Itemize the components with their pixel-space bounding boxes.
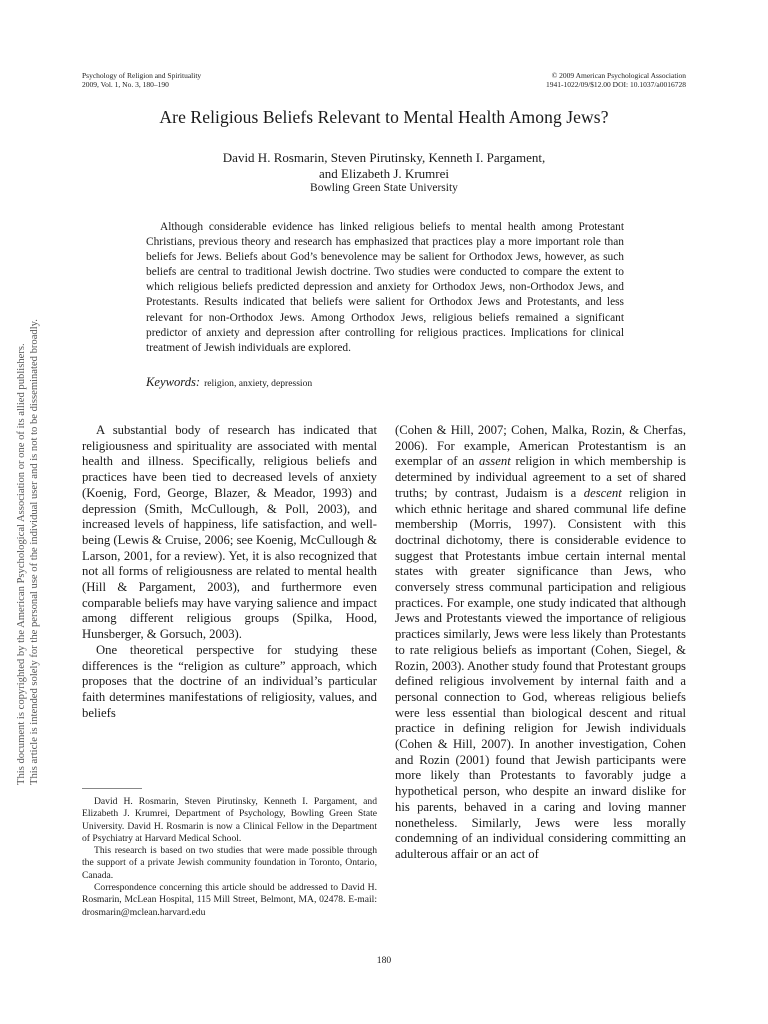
copyright-notice: © 2009 American Psychological Association [551, 71, 686, 80]
side-notice-line-2: This article is intended solely for the personal use of the individual user and is not to be disseminated broadly. [29, 319, 40, 785]
funding-note: This research is based on two studies that were made possible through the support of a private Jewish community foundation in Toronto, Ontario, Canada. [82, 845, 377, 881]
footnote-divider [82, 788, 142, 789]
authors-line-1: David H. Rosmarin, Steven Pirutinsky, Kenneth I. Pargament, [222, 150, 546, 165]
journal-name: Psychology of Religion and Spirituality [82, 71, 202, 80]
doi-line: 1941-1022/09/$12.00 DOI: 10.1037/a0016728 [546, 80, 686, 89]
page-number: 180 [376, 955, 392, 966]
side-notice-line-1: This document is copyrighted by the American Psychological Association or one of its allied publishers. [16, 343, 27, 785]
journal-header [82, 71, 201, 89]
body-paragraph-continued [395, 423, 686, 863]
body-text: (Cohen & Hill, 2007; Cohen, Malka, Rozin, & Cherfas, 2006). For example, American Protestantism is an exemplar of an [395, 423, 686, 469]
copyright-side-notice [15, 319, 41, 785]
body-column-left [82, 423, 377, 721]
author-list [0, 150, 768, 182]
emphasized-term: assent [479, 454, 511, 469]
keywords [146, 375, 312, 390]
journal-volume: 2009, Vol. 1, No. 3, 180–190 [82, 80, 169, 89]
body-paragraph: A substantial body of research has indicated that religiousness and spirituality are associated with mental health and illness. Specifically, religious beliefs and practices have been tied to decreased levels of anxiety (Koenig, Ford, George, Blazer, & Meador, 1993) and depression (Smith, McCullough, & Poll, 2003), and increased levels of happiness, life satisfaction, and well-being (Lewis & Cruise, 2006; see Koenig, McCullough & Larson, 2001, for a review). Yet, it is also recognized that not all forms of religiousness are related to mental health (Hill & Pargament, 2003), and furthermore even comparable beliefs may have varying salience and impact among different religious groups (Spilka, Hood, Hunsberger, & Gorsuch, 2003). [82, 423, 377, 642]
abstract [146, 220, 624, 356]
body-column-right [395, 423, 686, 863]
body-text: religion in which ethnic heritage and shared communal life define membership (Morris, 1997). Consistent with this doctrinal dichotomy, there is considerable evidence to suggest that Protestants imbue certain internal mental states with greater significance than Jews, who conversely stress communal participation and religious practices. For example, one study indicated that although Jews and Protestants viewed the importance of religious practices similarly, Jews were less likely than Protestants to rate religious beliefs as important (Cohen, Siegel, & Rozin, 2003). Another study found that Protestant groups defined religious involvement by internal faith and a personal connection to God, whereas religious beliefs were less essential than biological descent and ritual practice in defining religion for Jewish individuals (Cohen & Hill, 2007). In another investigation, Cohen and Rozin (2001) found that Jewish participants were more likely than Protestants to favorably judge a hypothetical person, who despite an inward dislike for his parents, behaved in a caring and loving manner nonetheless. Similarly, Jews were less morally condemning of an individual considering committing an adulterous affair or an act of [395, 485, 686, 861]
body-text: religion in which membership is determined by individual agreement to a set of shared truths; by contrast, Judaism is a [395, 454, 686, 500]
article-title: Are Religious Beliefs Relevant to Mental Health Among Jews? [159, 107, 609, 127]
correspondence-note: Correspondence concerning this article should be addressed to David H. Rosmarin, McLean Hospital, 115 Mill Street, Belmont, MA, 02478. E-mail: drosmarin@mclean.harvard.edu [82, 882, 377, 918]
footnotes [82, 796, 377, 919]
emphasized-term: descent [583, 485, 622, 500]
author-note: David H. Rosmarin, Steven Pirutinsky, Kenneth I. Pargament, and Elizabeth J. Krumrei, Department of Psychology, Bowling Green State University. David H. Rosmarin is now a Clinical Fellow in the Department of Psychiatry at Harvard Medical School. [82, 796, 377, 844]
keywords-label: Keywords: [146, 375, 201, 389]
affiliation: Bowling Green State University [310, 182, 458, 194]
keywords-list: religion, anxiety, depression [204, 378, 313, 389]
authors-line-2: and Elizabeth J. Krumrei [319, 166, 449, 181]
body-paragraph: One theoretical perspective for studying these differences is the “religion as culture” approach, which proposes that the doctrine of an individual’s particular faith determines manifestations of religiosity, values, and beliefs [82, 642, 377, 720]
copyright-header [546, 71, 686, 89]
abstract-text: Although considerable evidence has linked religious beliefs to mental health among Protestant Christians, previous theory and research has emphasized that practices play a more important role than beliefs for Jews. Beliefs about God’s benevolence may be salient for Orthodox Jews, however, as such beliefs are central to traditional Jewish doctrine. Two studies were conducted to compare the extent to which religious beliefs predicted depression and anxiety for Orthodox Jews, non-Orthodox Jews, and Protestants. Results indicated that beliefs were salient for Orthodox Jews and Protestants, and less relevant for non-Orthodox Jews. Among Orthodox Jews, religious beliefs remained a significant predictor of anxiety and depression after controlling for religious practices. Implications for clinical treatment of Jewish individuals are explored. [146, 221, 624, 354]
